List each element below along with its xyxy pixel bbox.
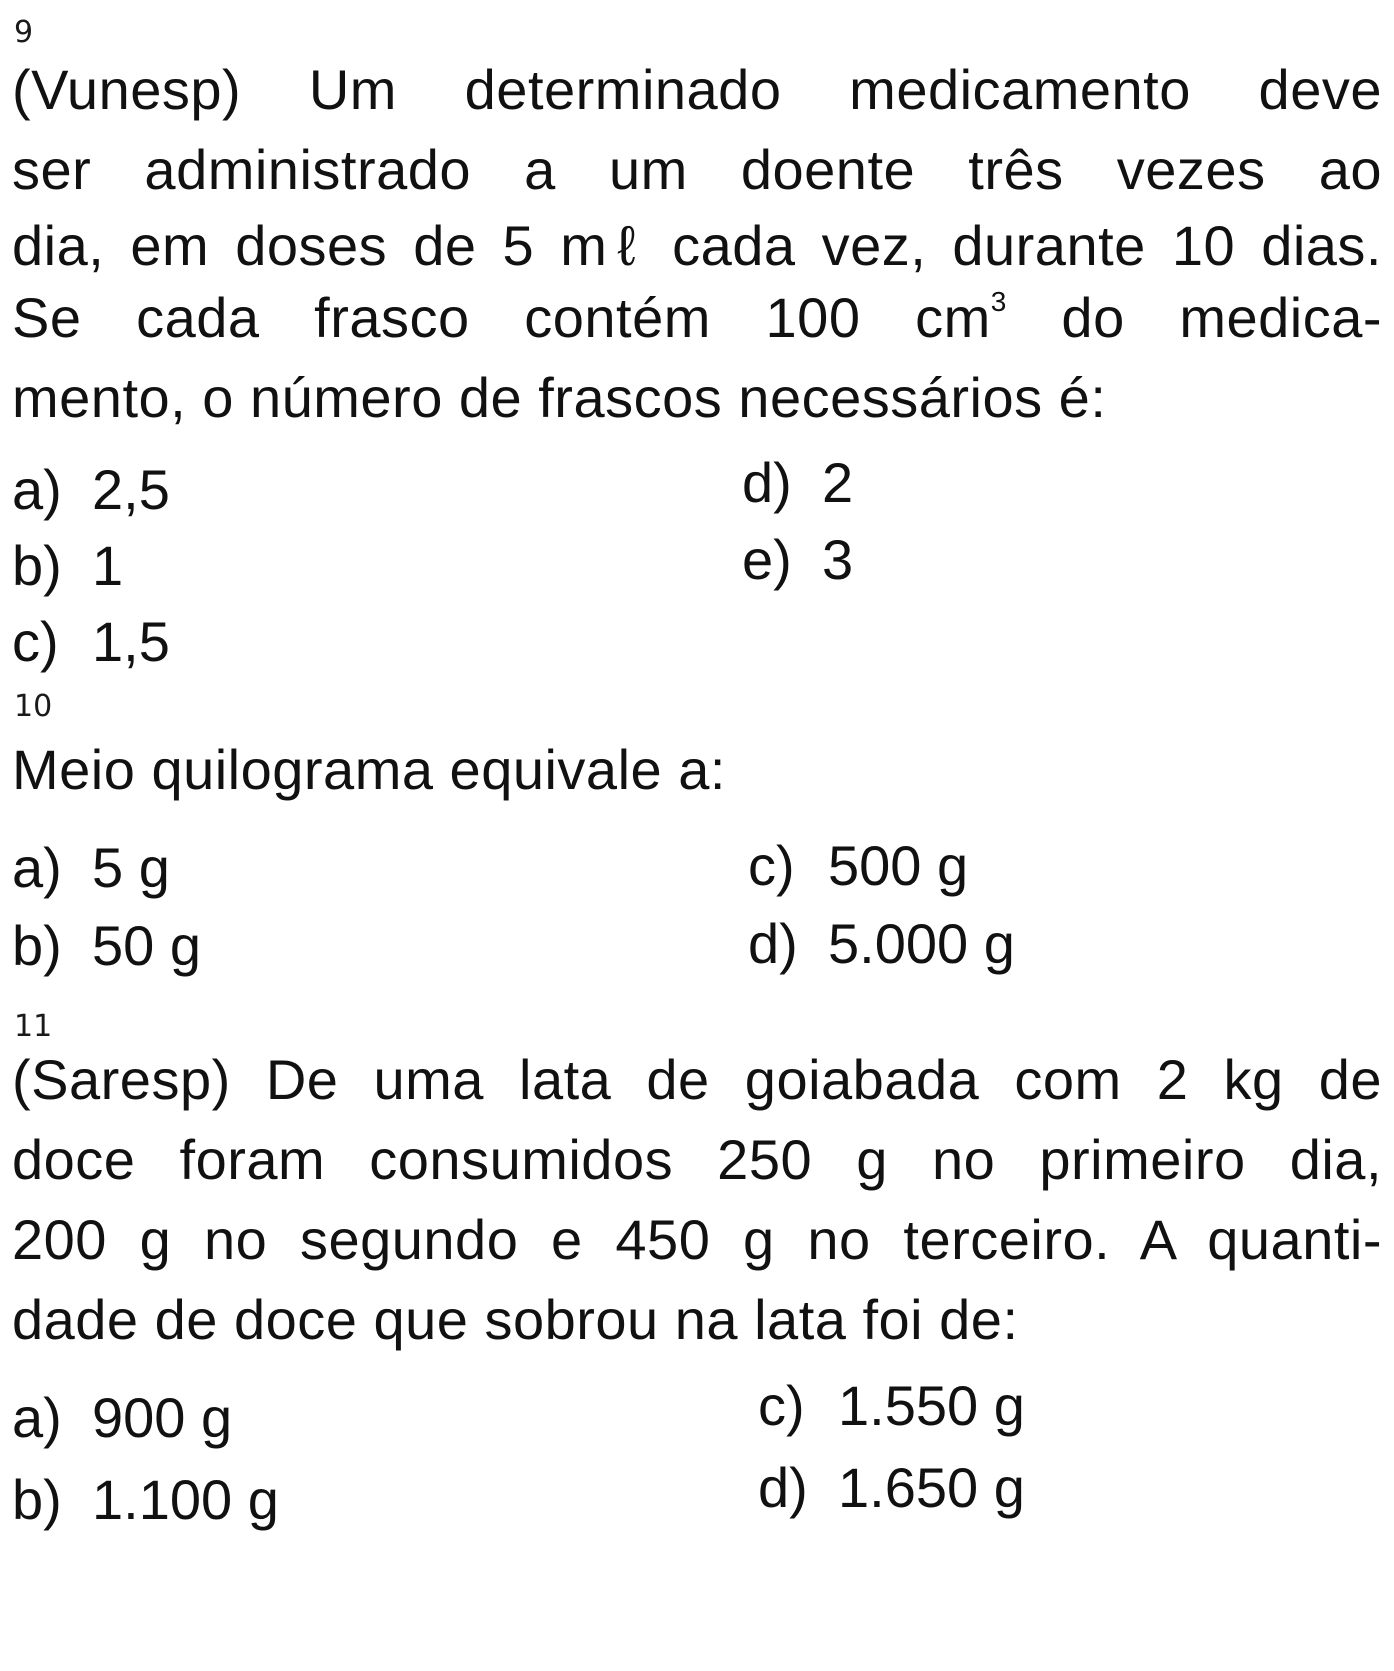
option-letter: b) (12, 534, 62, 597)
option-value: 5.000 g (828, 912, 1015, 975)
option-b[interactable] (12, 534, 124, 597)
option-a[interactable] (12, 1386, 233, 1449)
question-text-line (12, 286, 1383, 349)
question-text-line: dade de doce que sobrou na lata foi de: (12, 1288, 1019, 1351)
question-text-line: ser administrado a um doente três vezes ao (12, 138, 1382, 201)
question-text-line: doce foram consumidos 250 g no primeiro dia, (12, 1128, 1382, 1191)
option-value: 2,5 (92, 458, 170, 521)
question-text-line: mento, o número de frascos necessários é: (12, 366, 1107, 429)
question-number: 11 (14, 1009, 53, 1044)
option-letter: c) (748, 834, 795, 897)
option-value: 1.100 g (92, 1468, 279, 1531)
option-letter: d) (748, 912, 798, 975)
question-text-fragment: Se cada frasco contém 100 cm (12, 286, 991, 349)
option-letter: e) (742, 528, 792, 591)
option-a[interactable] (12, 836, 170, 899)
question-number: 9 (14, 15, 34, 50)
superscript: 3 (990, 286, 1007, 317)
question-number: 10 (14, 689, 53, 724)
question-text-fragment: do medica- (1006, 286, 1383, 349)
option-c[interactable] (758, 1374, 1025, 1437)
option-letter: b) (12, 914, 62, 977)
option-c[interactable] (748, 834, 969, 897)
option-value: 1.550 g (838, 1374, 1025, 1437)
option-letter: c) (758, 1374, 805, 1437)
option-letter: a) (12, 458, 62, 521)
option-letter: d) (742, 451, 792, 514)
option-value: 1,5 (92, 610, 170, 673)
option-value: 2 (822, 451, 854, 514)
option-d[interactable] (758, 1456, 1025, 1519)
option-c[interactable] (12, 610, 170, 673)
option-value: 5 g (92, 836, 170, 899)
option-letter: a) (12, 1386, 62, 1449)
option-e[interactable] (742, 528, 854, 591)
option-value: 500 g (828, 834, 969, 897)
option-d[interactable] (742, 451, 854, 514)
option-value: 3 (822, 528, 854, 591)
question-text-line: Meio quilograma equivale a: (12, 738, 726, 801)
question-text-line: (Saresp) De uma lata de goiabada com 2 kg de (12, 1048, 1382, 1111)
question-text-line: 200 g no segundo e 450 g no terceiro. A quanti- (12, 1208, 1382, 1271)
option-letter: d) (758, 1456, 808, 1519)
option-value: 900 g (92, 1386, 233, 1449)
option-a[interactable] (12, 458, 170, 521)
option-letter: b) (12, 1468, 62, 1531)
option-b[interactable] (12, 914, 201, 977)
option-letter: a) (12, 836, 62, 899)
question-text-line: dia, em doses de 5 mℓ cada vez, durante 10 dias. (12, 214, 1382, 277)
option-b[interactable] (12, 1468, 279, 1531)
option-value: 50 g (92, 914, 201, 977)
option-letter: c) (12, 610, 59, 673)
option-d[interactable] (748, 912, 1015, 975)
question-text-line: (Vunesp) Um determinado medicamento deve (12, 58, 1382, 121)
option-value: 1 (92, 534, 124, 597)
option-value: 1.650 g (838, 1456, 1025, 1519)
